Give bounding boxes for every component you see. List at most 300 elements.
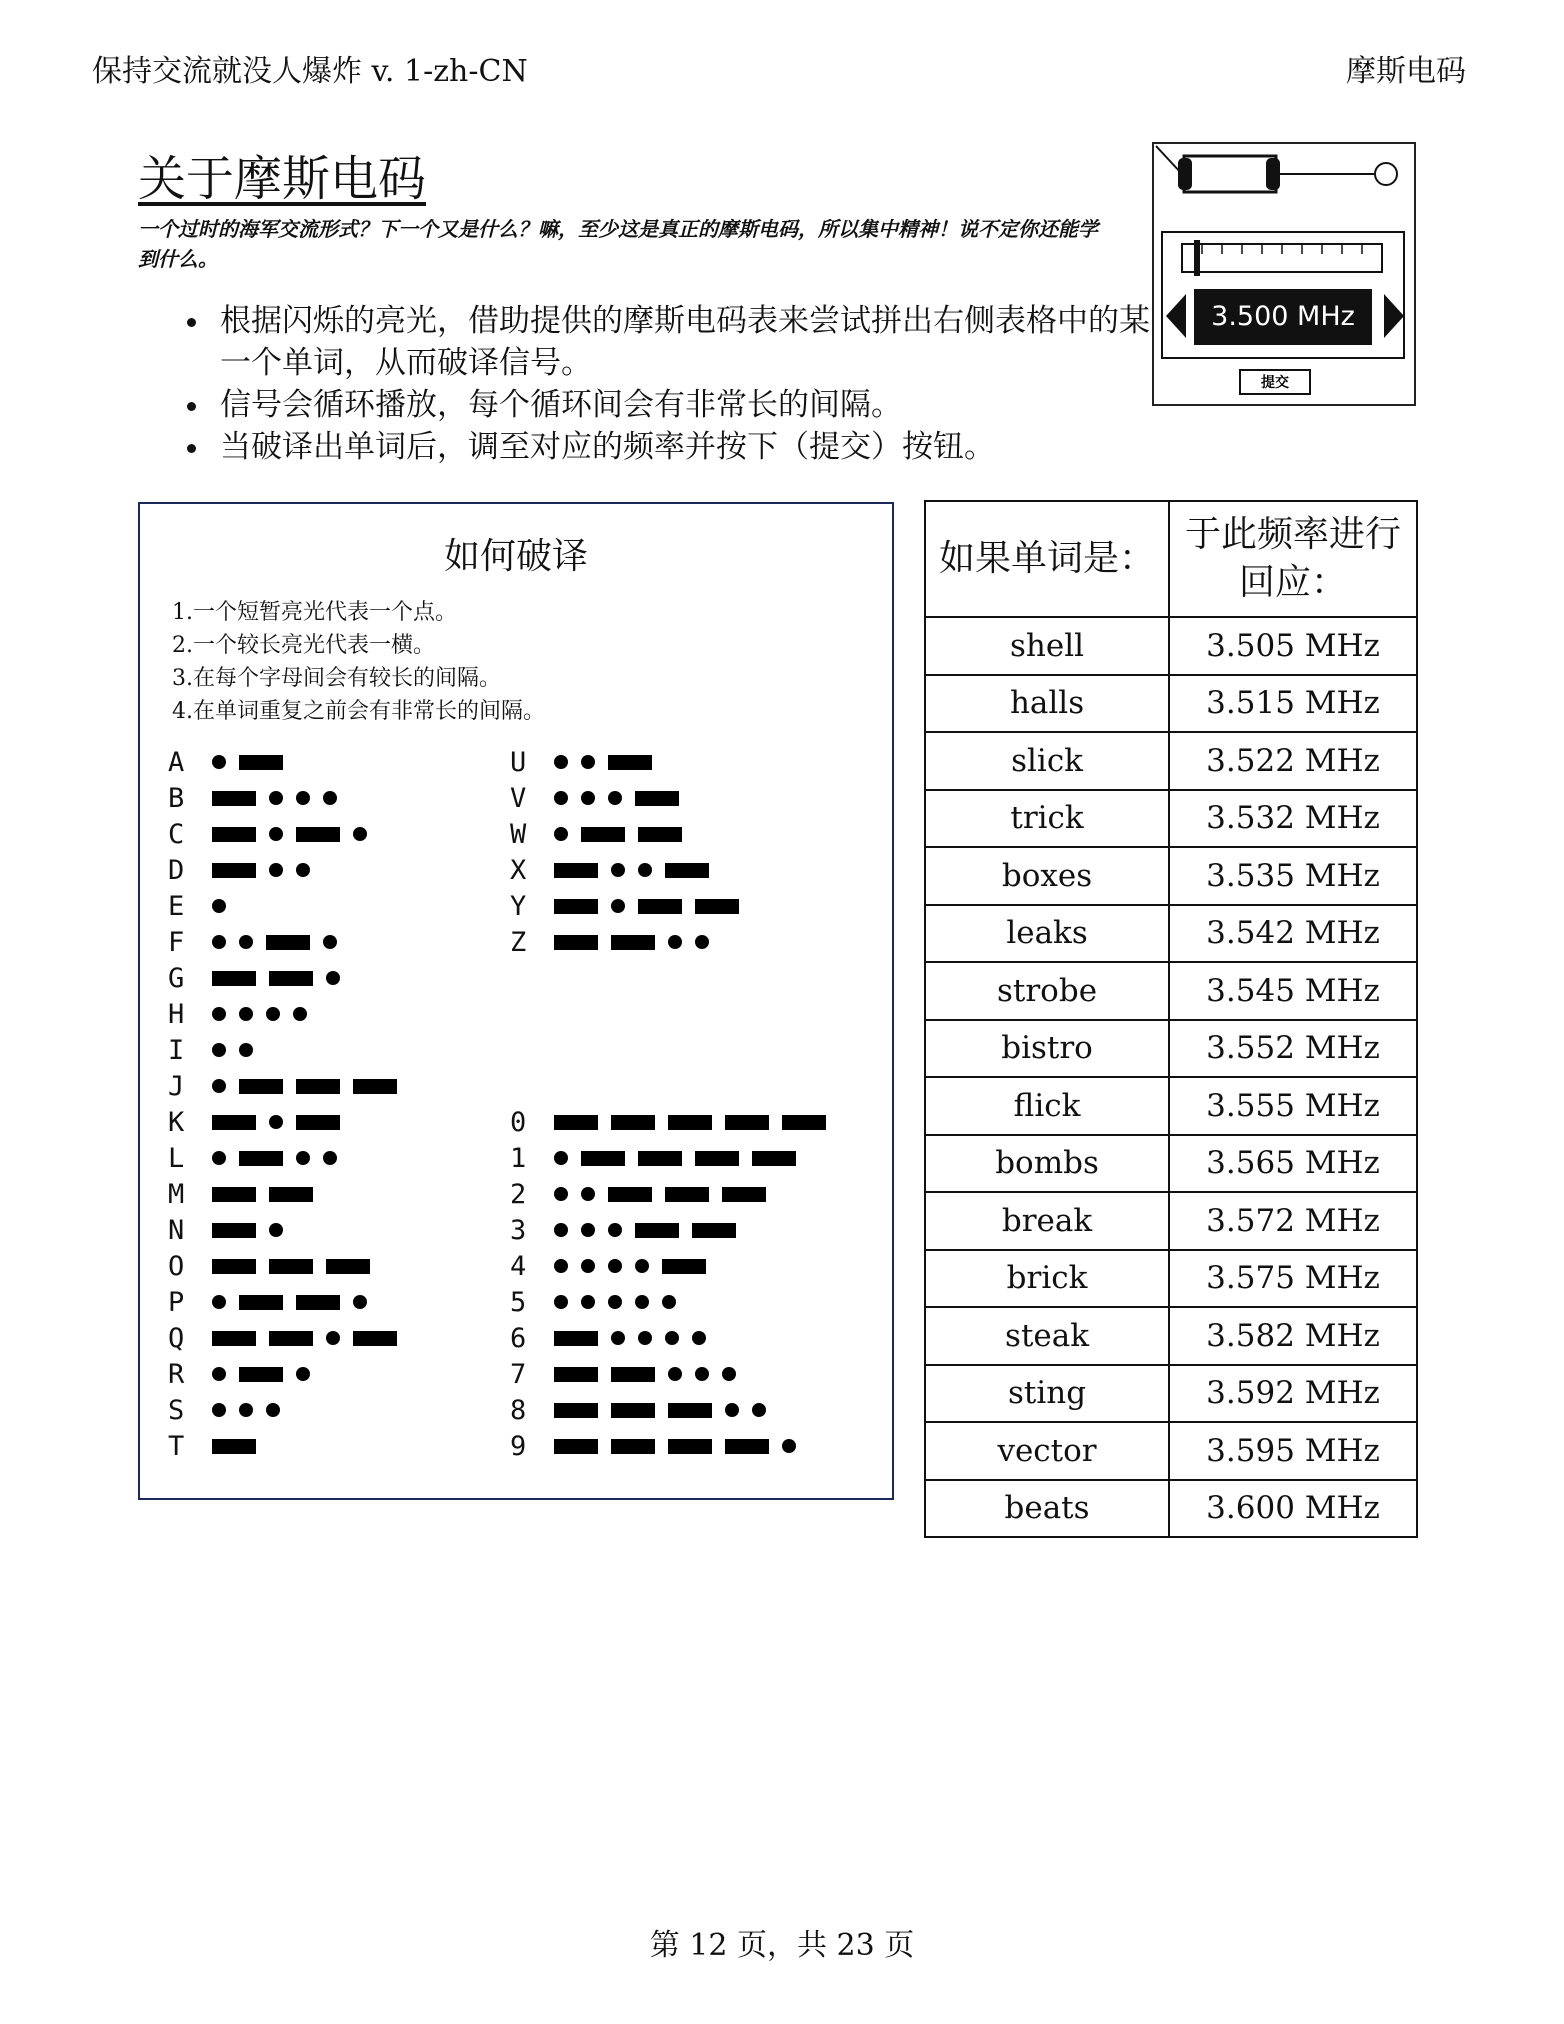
morse-dash [554, 1115, 598, 1130]
morse-dash [212, 1223, 256, 1238]
morse-row-b [168, 780, 350, 816]
morse-dash [695, 899, 739, 914]
morse-dot [554, 791, 568, 805]
morse-dot [239, 935, 253, 949]
morse-dot [695, 1367, 709, 1381]
morse-row-e [168, 888, 239, 924]
morse-character: 1 [510, 1142, 527, 1174]
morse-dot [212, 935, 226, 949]
morse-row-v [510, 780, 692, 816]
table-row [925, 905, 1417, 963]
morse-character: S [168, 1394, 185, 1426]
morse-dot [212, 1007, 226, 1021]
morse-code [554, 1439, 809, 1454]
table-row [925, 1192, 1417, 1250]
morse-dot [269, 827, 283, 841]
morse-row-l [168, 1140, 350, 1176]
morse-dash [353, 1331, 397, 1346]
submit-button[interactable]: 提交 [1239, 369, 1311, 395]
intro-text: 一个过时的海军交流形式？下一个又是什么？嘛，至少这是真正的摩斯电码，所以集中精神！说不定你还能学到什么。 [138, 217, 1098, 271]
morse-dash [722, 1187, 766, 1202]
morse-dash [554, 935, 598, 950]
morse-row-q [168, 1320, 410, 1356]
morse-dot [692, 1331, 706, 1345]
morse-row-2 [510, 1176, 779, 1212]
morse-dot [269, 791, 283, 805]
morse-dot [212, 1403, 226, 1417]
frequency-display: 3.500 MHz [1194, 289, 1372, 345]
frequency-cell: 3.572 MHz [1169, 1192, 1417, 1250]
morse-row-f [168, 924, 350, 960]
morse-row-g [168, 960, 353, 996]
morse-dot [608, 1223, 622, 1237]
morse-dash [296, 827, 340, 842]
morse-dash [665, 1187, 709, 1202]
morse-character: 6 [510, 1322, 527, 1354]
morse-code [554, 1295, 689, 1309]
morse-code [212, 863, 323, 878]
word-cell: flick [925, 1077, 1169, 1135]
morse-row-j [168, 1068, 410, 1104]
morse-dot [581, 791, 595, 805]
table-row [925, 1135, 1417, 1193]
morse-row-9 [510, 1428, 809, 1464]
word-cell: vector [925, 1422, 1169, 1480]
decode-step: 2.一个较长亮光代表一横。 [172, 633, 435, 658]
frequency-cell: 3.545 MHz [1169, 962, 1417, 1020]
morse-code [212, 1043, 266, 1057]
morse-dot [296, 791, 310, 805]
frequency-cell: 3.505 MHz [1169, 617, 1417, 675]
morse-dot [212, 755, 226, 769]
morse-dash [239, 1079, 283, 1094]
word-cell: shell [925, 617, 1169, 675]
morse-dash [212, 1331, 256, 1346]
morse-character: M [168, 1178, 185, 1210]
morse-dot [554, 1295, 568, 1309]
morse-row-6 [510, 1320, 719, 1356]
morse-code [554, 755, 665, 770]
morse-dash [239, 1151, 283, 1166]
morse-dash [665, 863, 709, 878]
table-row [925, 617, 1417, 675]
morse-dot [323, 791, 337, 805]
morse-dash [554, 1331, 598, 1346]
morse-dot [239, 1007, 253, 1021]
morse-character: 5 [510, 1286, 527, 1318]
morse-character: 8 [510, 1394, 527, 1426]
morse-dash [668, 1403, 712, 1418]
table-row [925, 962, 1417, 1020]
morse-row-k [168, 1104, 353, 1140]
morse-character: H [168, 998, 185, 1030]
morse-row-0 [510, 1104, 839, 1140]
morse-dash [554, 1367, 598, 1382]
morse-dot [269, 863, 283, 877]
morse-dot [323, 935, 337, 949]
morse-code [212, 1223, 296, 1238]
morse-character: Z [510, 926, 527, 958]
morse-dot [266, 1007, 280, 1021]
morse-row-u [510, 744, 665, 780]
word-cell: strobe [925, 962, 1169, 1020]
morse-character: T [168, 1430, 185, 1462]
morse-row-i [168, 1032, 266, 1068]
table-row [925, 1250, 1417, 1308]
morse-dash [239, 1367, 283, 1382]
frequency-cell: 3.532 MHz [1169, 790, 1417, 848]
morse-dash [611, 1367, 655, 1382]
morse-dash [662, 1259, 706, 1274]
morse-dash [212, 791, 256, 806]
morse-code [554, 1331, 719, 1346]
morse-dot [611, 899, 625, 913]
morse-dot [635, 1295, 649, 1309]
morse-character: F [168, 926, 185, 958]
morse-dash [611, 1439, 655, 1454]
frequency-cell: 3.592 MHz [1169, 1365, 1417, 1423]
morse-dot [554, 1259, 568, 1273]
morse-code [554, 1151, 809, 1166]
decode-step: 1.一个短暂亮光代表一个点。 [172, 600, 457, 625]
morse-dash [269, 971, 313, 986]
word-cell: bistro [925, 1020, 1169, 1078]
frequency-cell: 3.565 MHz [1169, 1135, 1417, 1193]
morse-dash [668, 1439, 712, 1454]
morse-dash [635, 1223, 679, 1238]
morse-code [554, 899, 752, 914]
morse-dash [668, 1115, 712, 1130]
morse-dash [239, 755, 283, 770]
morse-dot [212, 1151, 226, 1165]
morse-row-s [168, 1392, 293, 1428]
morse-character: A [168, 746, 185, 778]
morse-character: C [168, 818, 185, 850]
morse-dot [608, 1259, 622, 1273]
frequency-cell: 3.552 MHz [1169, 1020, 1417, 1078]
morse-dash [581, 1151, 625, 1166]
word-cell: boxes [925, 847, 1169, 905]
morse-dash [269, 1259, 313, 1274]
morse-dash [692, 1223, 736, 1238]
decode-instructions-box [138, 502, 894, 1500]
morse-code [212, 1295, 380, 1310]
decode-steps [172, 596, 545, 728]
morse-code [212, 899, 239, 913]
morse-dash [212, 971, 256, 986]
morse-dot [635, 1259, 649, 1273]
morse-dash [611, 1115, 655, 1130]
morse-dot [668, 935, 682, 949]
morse-dash [212, 863, 256, 878]
table-row [925, 732, 1417, 790]
morse-code [212, 1115, 353, 1130]
word-cell: break [925, 1192, 1169, 1250]
frequency-left-arrow[interactable] [1166, 294, 1186, 338]
frequency-table [924, 500, 1418, 1538]
morse-dot [554, 1223, 568, 1237]
morse-character: N [168, 1214, 185, 1246]
morse-dot [239, 1043, 253, 1057]
morse-row-h [168, 996, 320, 1032]
rule-item: • 根据闪烁的亮光，借助提供的摩斯电码表来尝试拼出右侧表格中的某一个单词，从而破译信号。 [212, 300, 1162, 384]
morse-row-3 [510, 1212, 749, 1248]
morse-character: E [168, 890, 185, 922]
morse-code [212, 1331, 410, 1346]
word-cell: bombs [925, 1135, 1169, 1193]
table-row [925, 790, 1417, 848]
morse-code [554, 1259, 719, 1274]
morse-dash [608, 1187, 652, 1202]
morse-code [212, 1439, 269, 1454]
morse-code [212, 1259, 383, 1274]
table-row [925, 1307, 1417, 1365]
morse-dot [293, 1007, 307, 1021]
morse-dot [212, 1295, 226, 1309]
morse-character: V [510, 782, 527, 814]
morse-dot [296, 863, 310, 877]
frequency-right-arrow[interactable] [1384, 294, 1404, 338]
morse-dash [296, 1079, 340, 1094]
morse-character: X [510, 854, 527, 886]
morse-dash [239, 1295, 283, 1310]
frequency-cell: 3.600 MHz [1169, 1480, 1417, 1538]
frequency-cell: 3.535 MHz [1169, 847, 1417, 905]
morse-dot [752, 1403, 766, 1417]
morse-dash [611, 935, 655, 950]
morse-dot [212, 1079, 226, 1093]
morse-dot [638, 1331, 652, 1345]
rule-item: • 当破译出单词后，调至对应的频率并按下（提交）按钮。 [212, 426, 1162, 468]
morse-character: B [168, 782, 185, 814]
morse-character: 0 [510, 1106, 527, 1138]
morse-code [554, 1403, 779, 1418]
morse-character: J [168, 1070, 185, 1102]
morse-row-d [168, 852, 323, 888]
morse-dash [581, 827, 625, 842]
morse-code [554, 1115, 839, 1130]
morse-dash [782, 1115, 826, 1130]
morse-dash [266, 935, 310, 950]
morse-dot [296, 1151, 310, 1165]
morse-row-m [168, 1176, 326, 1212]
morse-dot [212, 899, 226, 913]
morse-character: Q [168, 1322, 185, 1354]
decode-step: 4.在单词重复之前会有非常长的间隔。 [172, 699, 545, 724]
morse-character: I [168, 1034, 185, 1066]
word-cell: brick [925, 1250, 1169, 1308]
morse-dot [638, 863, 652, 877]
morse-code [554, 935, 722, 950]
table-row [925, 675, 1417, 733]
morse-dash [752, 1151, 796, 1166]
morse-dot [269, 1115, 283, 1129]
morse-code [212, 1007, 320, 1021]
morse-dash [725, 1115, 769, 1130]
morse-dot [581, 1187, 595, 1201]
morse-dash [554, 863, 598, 878]
morse-dot [722, 1367, 736, 1381]
morse-character: 3 [510, 1214, 527, 1246]
morse-dash [353, 1079, 397, 1094]
morse-dot [581, 1223, 595, 1237]
word-cell: sting [925, 1365, 1169, 1423]
morse-dot [608, 1295, 622, 1309]
section-title: 关于摩斯电码 [138, 151, 427, 207]
morse-dot [581, 1295, 595, 1309]
morse-row-z [510, 924, 722, 960]
word-cell: steak [925, 1307, 1169, 1365]
morse-dot [353, 827, 367, 841]
word-cell: leaks [925, 905, 1169, 963]
word-cell: beats [925, 1480, 1169, 1538]
morse-dot [662, 1295, 676, 1309]
table-row [925, 1422, 1417, 1480]
morse-dot [581, 1259, 595, 1273]
morse-row-p [168, 1284, 380, 1320]
morse-dot [326, 971, 340, 985]
morse-dash [212, 1115, 256, 1130]
morse-dot [269, 1223, 283, 1237]
morse-code [212, 791, 350, 806]
table-row [925, 1020, 1417, 1078]
morse-code [554, 1187, 779, 1202]
morse-code [212, 755, 296, 770]
morse-dash [326, 1259, 370, 1274]
morse-dash [212, 827, 256, 842]
header-module-name: 摩斯电码 [1346, 54, 1466, 89]
decode-title: 如何破译 [443, 536, 588, 577]
morse-row-x [510, 852, 722, 888]
morse-dot [323, 1151, 337, 1165]
morse-row-o [168, 1248, 383, 1284]
morse-dot [611, 863, 625, 877]
morse-character: 7 [510, 1358, 527, 1390]
morse-dash [554, 899, 598, 914]
morse-dash [269, 1187, 313, 1202]
morse-row-5 [510, 1284, 689, 1320]
header-manual-title: 保持交流就没人爆炸 v. 1-zh-CN [92, 54, 528, 89]
morse-dash [296, 1115, 340, 1130]
morse-code [554, 1367, 749, 1382]
morse-character: K [168, 1106, 185, 1138]
morse-dot [581, 755, 595, 769]
morse-character: P [168, 1286, 185, 1318]
flashing-light-icon [1154, 144, 1414, 404]
morse-code [554, 791, 692, 806]
morse-dash [725, 1439, 769, 1454]
morse-dash [608, 755, 652, 770]
morse-character: R [168, 1358, 185, 1390]
morse-dash [611, 1403, 655, 1418]
morse-row-r [168, 1356, 323, 1392]
frequency-cell: 3.575 MHz [1169, 1250, 1417, 1308]
morse-dot [266, 1403, 280, 1417]
morse-code [212, 1079, 410, 1094]
morse-row-1 [510, 1140, 809, 1176]
morse-code [554, 863, 722, 878]
morse-row-n [168, 1212, 296, 1248]
morse-dot [554, 1151, 568, 1165]
morse-dot [782, 1439, 796, 1453]
morse-dot [725, 1403, 739, 1417]
morse-dot [608, 791, 622, 805]
module-illustration [1152, 142, 1416, 406]
frequency-cell: 3.555 MHz [1169, 1077, 1417, 1135]
morse-dash [638, 827, 682, 842]
frequency-cell: 3.515 MHz [1169, 675, 1417, 733]
table-row [925, 1480, 1417, 1538]
morse-dot [212, 1367, 226, 1381]
morse-character: D [168, 854, 185, 886]
morse-dot [353, 1295, 367, 1309]
frequency-slider-handle [1194, 240, 1200, 276]
morse-row-c [168, 816, 380, 852]
morse-character: L [168, 1142, 185, 1174]
table-row [925, 1365, 1417, 1423]
morse-dot [239, 1403, 253, 1417]
morse-row-7 [510, 1356, 749, 1392]
morse-dash [638, 1151, 682, 1166]
morse-character: 2 [510, 1178, 527, 1210]
morse-character: 9 [510, 1430, 527, 1462]
morse-code [212, 827, 380, 842]
word-cell: halls [925, 675, 1169, 733]
morse-dash [554, 1403, 598, 1418]
morse-dash [269, 1331, 313, 1346]
morse-row-a [168, 744, 296, 780]
frequency-cell: 3.582 MHz [1169, 1307, 1417, 1365]
morse-row-w [510, 816, 695, 852]
morse-dot [212, 1043, 226, 1057]
morse-dot [611, 1331, 625, 1345]
morse-dash [638, 899, 682, 914]
morse-code [212, 1151, 350, 1166]
morse-character: G [168, 962, 185, 994]
morse-dash [212, 1259, 256, 1274]
morse-row-8 [510, 1392, 779, 1428]
page-footer: 第 12 页，共 23 页 [649, 1928, 915, 1963]
word-cell: slick [925, 732, 1169, 790]
table-row [925, 847, 1417, 905]
morse-dash [554, 1439, 598, 1454]
frequency-cell: 3.522 MHz [1169, 732, 1417, 790]
frequency-cell: 3.542 MHz [1169, 905, 1417, 963]
morse-dot [554, 1187, 568, 1201]
morse-dot [665, 1331, 679, 1345]
rules-list [176, 300, 1162, 468]
morse-dot [326, 1331, 340, 1345]
decode-step: 3.在每个字母间会有较长的间隔。 [172, 666, 501, 691]
morse-character: U [510, 746, 527, 778]
word-cell: trick [925, 790, 1169, 848]
table-header-word: 如果单词是： [925, 501, 1169, 617]
morse-character: 4 [510, 1250, 527, 1282]
morse-character: W [510, 818, 527, 850]
morse-code [554, 1223, 749, 1238]
morse-dot [695, 935, 709, 949]
morse-code [212, 1187, 326, 1202]
table-header-frequency: 于此频率进行回应： [1169, 501, 1417, 617]
morse-code [554, 827, 695, 842]
morse-dash [296, 1295, 340, 1310]
morse-dash [695, 1151, 739, 1166]
morse-code [212, 1367, 323, 1382]
morse-code [212, 971, 353, 986]
morse-code [212, 935, 350, 950]
rule-item: • 信号会循环播放，每个循环间会有非常长的间隔。 [212, 384, 1162, 426]
morse-code [212, 1403, 293, 1417]
